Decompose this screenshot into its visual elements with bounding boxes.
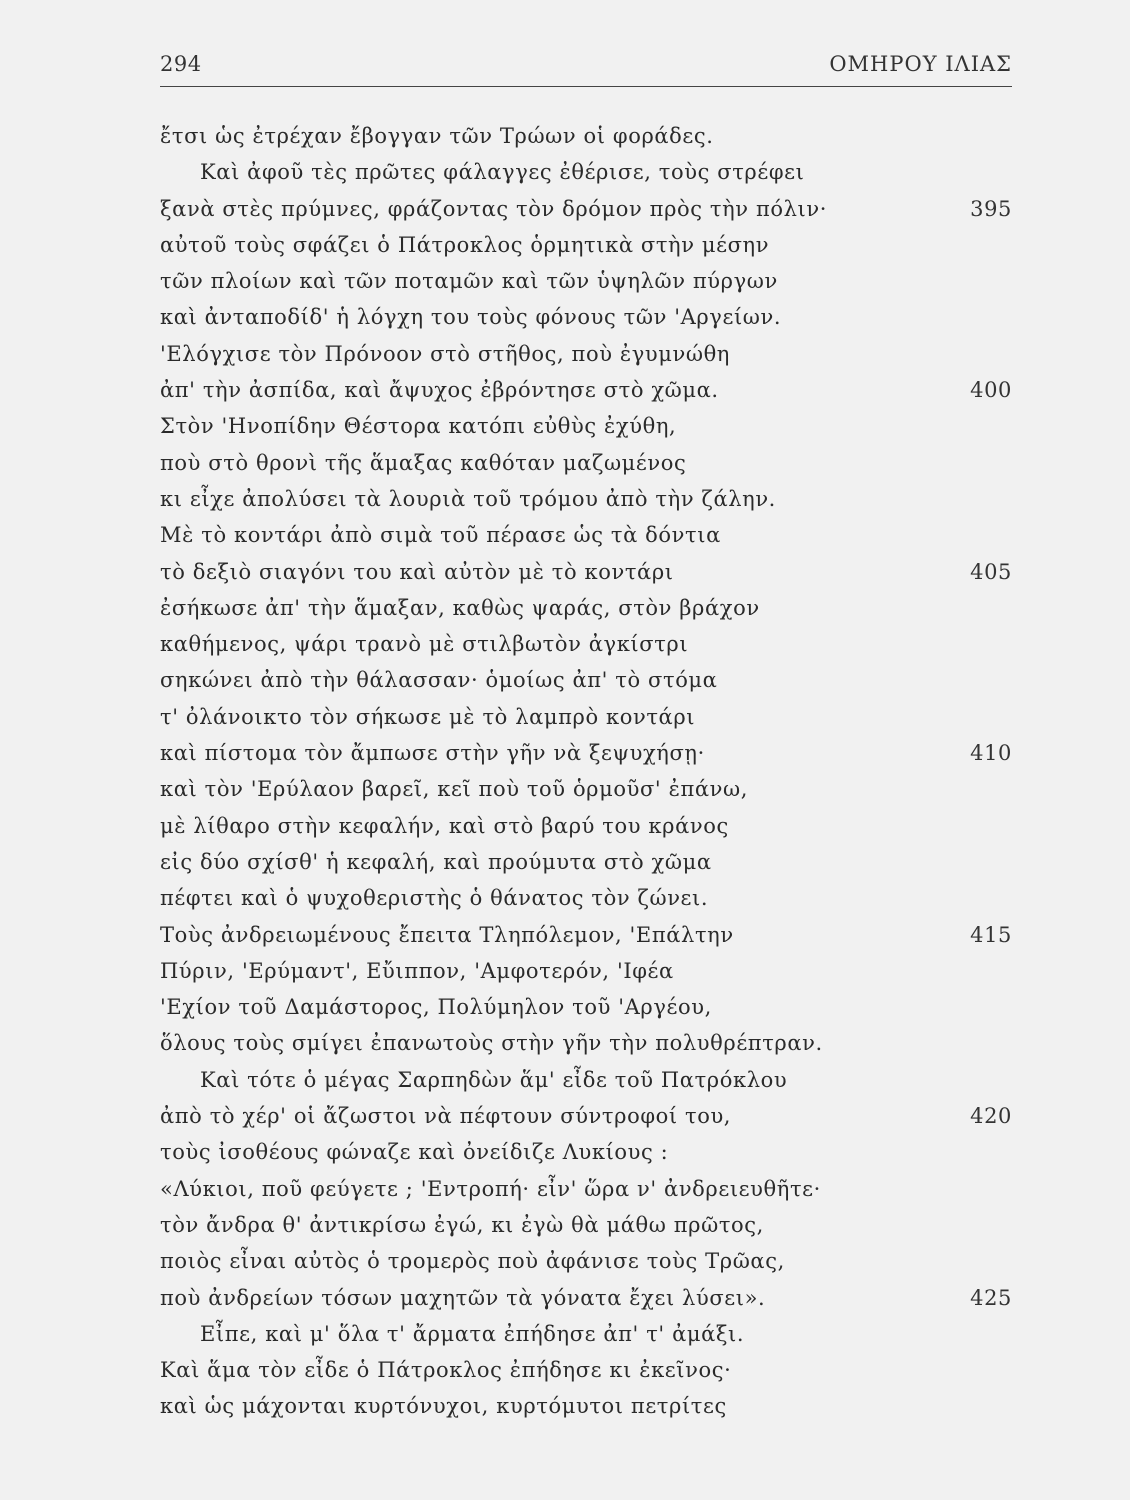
verse-line <box>160 880 1020 916</box>
line-number: 425 <box>970 1285 1012 1310</box>
verse-text: ποιὸς εἶναι αὐτὸς ὁ τρομερὸς ποὺ ἀφάνισε τοὺς Τρῶας, <box>160 1249 785 1274</box>
verse-line <box>160 989 1020 1025</box>
verse-text: τοὺς ἰσοθέους φώναζε καὶ ὀνείδιζε Λυκίους : <box>160 1140 669 1165</box>
verse-line <box>160 1352 1020 1388</box>
verse-line <box>160 917 1020 953</box>
page-header <box>160 52 1012 82</box>
verse-line <box>160 1062 1020 1098</box>
verse-text: αὐτοῦ τοὺς σφάζει ὁ Πάτροκλος ὁρμητικὰ στὴν μέσην <box>160 232 770 257</box>
line-number: 405 <box>970 559 1012 584</box>
verse-line <box>160 481 1020 517</box>
verse-text: Πύριν, 'Ερύμαντ', Εὔιππον, 'Αμφοτερόν, 'Ιφέα <box>160 958 674 983</box>
verse-line <box>160 372 1020 408</box>
verse-line <box>160 1316 1020 1352</box>
verse-text: πέφτει καὶ ὁ ψυχοθεριστὴς ὁ θάνατος τὸν ζώνει. <box>160 886 709 911</box>
verse-text: ποὺ ἀνδρείων τόσων μαχητῶν τὰ γόνατα ἔχει λύσει». <box>160 1285 766 1310</box>
verse-line <box>160 771 1020 807</box>
verse-line <box>160 191 1020 227</box>
verse-line <box>160 1134 1020 1170</box>
verse-text: ἀπὸ τὸ χέρ' οἱ ἄζωστοι νὰ πέφτουν σύντροφοί του, <box>160 1104 732 1129</box>
verse-text: καὶ πίστομα τὸν ἄμπωσε στὴν γῆν νὰ ξεψυχήσῃ· <box>160 741 705 766</box>
line-number: 415 <box>970 922 1012 947</box>
verse-line <box>160 118 1020 154</box>
verse-text: ὅλους τοὺς σμίγει ἐπανωτοὺς στὴν γῆν τὴν πολυθρέπτραν. <box>160 1031 823 1056</box>
verse-line <box>160 953 1020 989</box>
verse-line <box>160 1243 1020 1279</box>
verse-line <box>160 299 1020 335</box>
verse-line <box>160 1280 1020 1316</box>
verse-text: μὲ λίθαρο στὴν κεφαλήν, καὶ στὸ βαρύ του κράνος <box>160 813 729 838</box>
verse-text: τὸν ἄνδρα θ' ἀντικρίσω ἐγώ, κι ἐγὼ θὰ μάθω πρῶτος, <box>160 1212 764 1237</box>
verse-text: τῶν πλοίων καὶ τῶν ποταμῶν καὶ τῶν ὑψηλῶν πύργων <box>160 269 778 294</box>
verse-line <box>160 1388 1020 1424</box>
verse-text: τ' ὀλάνοικτο τὸν σήκωσε μὲ τὸ λαμπρὸ κοντάρι <box>160 704 696 729</box>
line-number: 395 <box>970 196 1012 221</box>
verse-line <box>160 735 1020 771</box>
verse-text: ξανὰ στὲς πρύμνες, φράζοντας τὸν δρόμον πρὸς τὴν πόλιν· <box>160 196 827 221</box>
verse-text: ἔτσι ὡς ἐτρέχαν ἔβογγαν τῶν Τρώων οἱ φοράδες. <box>160 124 714 148</box>
verse-line <box>160 626 1020 662</box>
verse-line <box>160 1207 1020 1243</box>
verse-text: Καὶ ἅμα τὸν εἶδε ὁ Πάτροκλος ἐπήδησε κι ἐκεῖνος· <box>160 1358 732 1383</box>
verse-text: 'Εχίον τοῦ Δαμάστορος, Πολύμηλον τοῦ 'Αργέου, <box>160 995 712 1020</box>
verse-text: εἰς δύο σχίσθ' ἡ κεφαλή, καὶ προύμυτα στὸ χῶμα <box>160 849 712 874</box>
verse-line <box>160 263 1020 299</box>
verse-text: Τοὺς ἀνδρειωμένους ἔπειτα Τληπόλεμον, 'Επάλτην <box>160 922 734 947</box>
verse-line <box>160 154 1020 190</box>
verse-line <box>160 408 1020 444</box>
verse-line <box>160 1171 1020 1207</box>
verse-text: καὶ ἀνταποδίδ' ἡ λόγχη του τοὺς φόνους τῶν 'Αργείων. <box>160 305 782 330</box>
verse-line <box>160 699 1020 735</box>
verse-text: ἐσήκωσε ἀπ' τὴν ἅμαξαν, καθὼς ψαράς, στὸν βράχον <box>160 595 760 620</box>
verse-text: Καὶ τότε ὁ μέγας Σαρπηδὼν ἅμ' εἶδε τοῦ Πατρόκλου <box>200 1067 788 1092</box>
verse-text: καθήμενος, ψάρι τρανὸ μὲ στιλβωτὸν ἀγκίστρι <box>160 632 689 657</box>
verse-line <box>160 1098 1020 1134</box>
verse-text: Στὸν 'Ηνοπίδην Θέστορα κατόπι εὐθὺς ἐχύθη, <box>160 414 677 439</box>
verse-text: Μὲ τὸ κοντάρι ἀπὸ σιμὰ τοῦ πέρασε ὡς τὰ δόντια <box>160 523 721 548</box>
line-number: 400 <box>970 378 1012 403</box>
verse-text: κι εἶχε ἀπολύσει τὰ λουριὰ τοῦ τρόμου ἀπὸ τὴν ζάλην. <box>160 486 776 511</box>
verse-text: ἀπ' τὴν ἀσπίδα, καὶ ἄψυχος ἐβρόντησε στὸ χῶμα. <box>160 378 719 403</box>
verse-line <box>160 590 1020 626</box>
verse-text: «Λύκιοι, ποῦ φεύγετε ; 'Εντροπή· εἶν' ὥρα ν' ἀνδρειευθῆτε· <box>160 1176 821 1201</box>
verse-line <box>160 844 1020 880</box>
line-number: 420 <box>970 1104 1012 1129</box>
verse-text: τὸ δεξιὸ σιαγόνι του καὶ αὐτὸν μὲ τὸ κοντάρι <box>160 559 674 584</box>
verse-line <box>160 445 1020 481</box>
page-number: 294 <box>160 52 202 76</box>
header-rule <box>160 86 1012 87</box>
verse-text: Εἶπε, καὶ μ' ὅλα τ' ἄρματα ἐπήδησε ἀπ' τ' ἀμάξι. <box>200 1321 745 1346</box>
verse-line <box>160 554 1020 590</box>
verse-text: 'Ελόγχισε τὸν Πρόνοον στὸ στῆθος, ποὺ ἐγυμνώθη <box>160 341 730 366</box>
verse-line <box>160 808 1020 844</box>
verse-text: σηκώνει ἀπὸ τὴν θάλασσαν· ὁμοίως ἀπ' τὸ στόμα <box>160 668 718 693</box>
verse-text: Καὶ ἀφοῦ τὲς πρῶτες φάλαγγες ἐθέρισε, τοὺς στρέφει <box>200 160 805 185</box>
verse-line <box>160 517 1020 553</box>
verse-line <box>160 336 1020 372</box>
verse-line <box>160 1025 1020 1061</box>
line-number: 410 <box>970 741 1012 766</box>
verse-text: ποὺ στὸ θρονὶ τῆς ἅμαξας καθόταν μαζωμένος <box>160 450 687 475</box>
running-head: ΟΜΗΡΟΥ ΙΛΙΑΣ <box>829 52 1012 76</box>
verse-text: καὶ ὡς μάχονται κυρτόνυχοι, κυρτόμυτοι πετρίτες <box>160 1394 727 1419</box>
verse-text: καὶ τὸν 'Ερύλαον βαρεῖ, κεῖ ποὺ τοῦ ὁρμοῦσ' ἐπάνω, <box>160 777 748 802</box>
verse-line <box>160 227 1020 263</box>
verse-line <box>160 662 1020 698</box>
verse-block <box>160 118 1020 1425</box>
